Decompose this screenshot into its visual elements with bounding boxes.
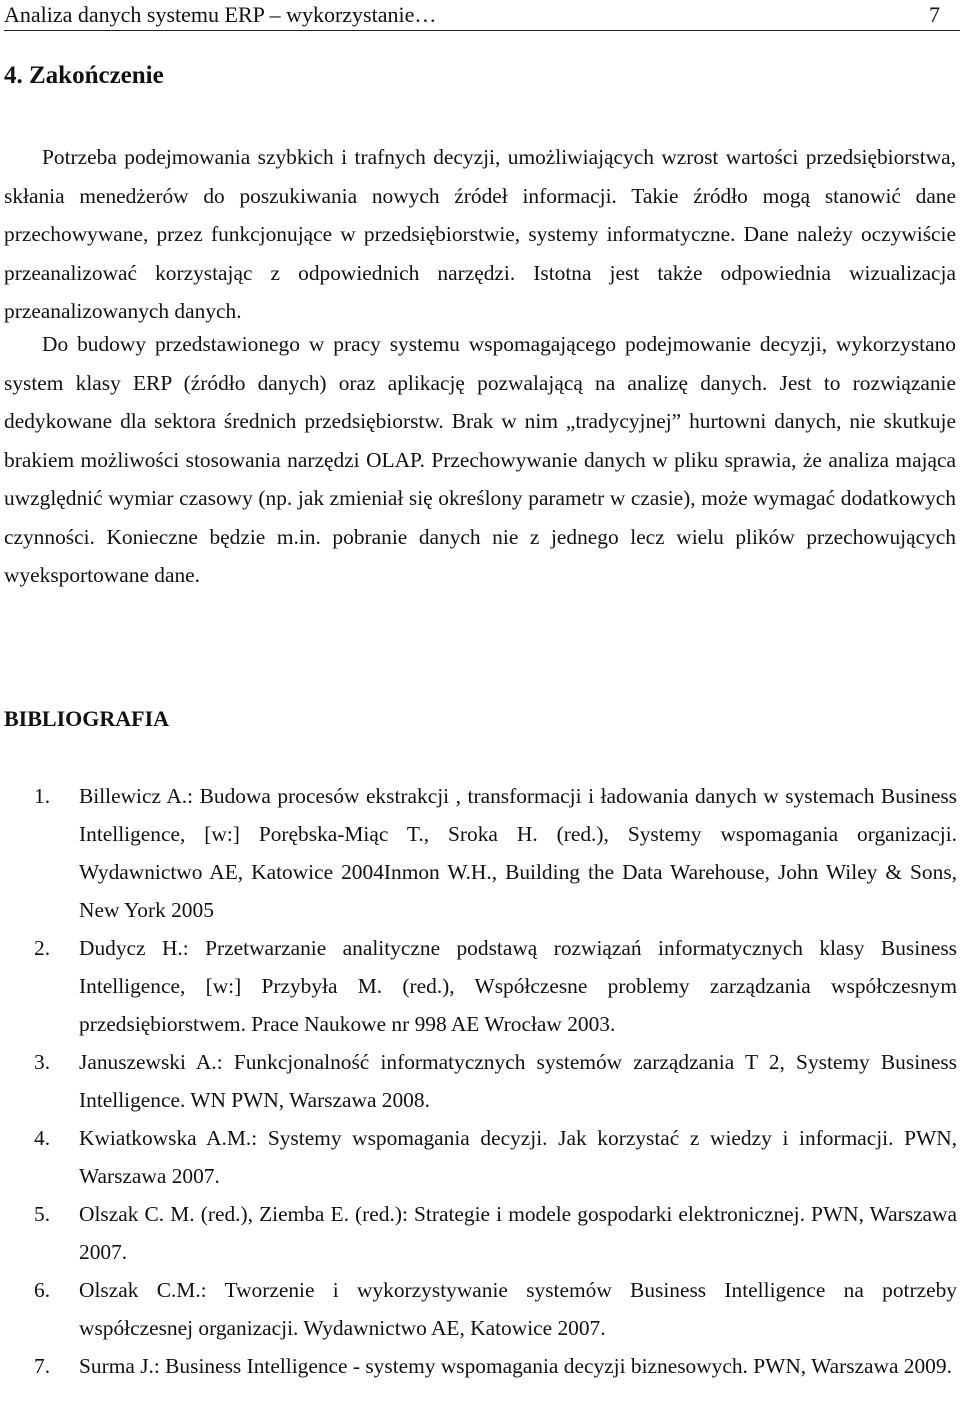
bibliography-item-text: Olszak C. M. (red.), Ziemba E. (red.): Strategie i modele gospodarki elektronicznej. PWN, Warszawa 2007.: [79, 1202, 957, 1264]
bibliography-item-number: 3.: [34, 1050, 51, 1074]
body-paragraph-1: Potrzeba podejmowania szybkich i trafnych decyzji, umożliwiających wzrost wartości przedsiębiorstwa, skłania menedżerów do poszukiwania nowych źródeł informacji. Takie źródło mogą stanowić dane przechowywane, przez funkcjonujące w przedsiębiorstwie, systemy informatyczne. Dane należy oczywiście przeanalizować korzystając z odpowiednich narzędzi. Istotna jest także odpowiednia wizualizacja przeanalizowanych danych.: [4, 145, 956, 323]
body-paragraph-2: Do budowy przedstawionego w pracy systemu wspomagającego podejmowanie decyzji, wykorzystano system klasy ERP (źródło danych) oraz aplikację pozwalającą na analizę danych. Jest to rozwiązanie dedykowane dla sektora średnich przedsiębiorstw. Brak w nim „tradycyjnej” hurtowni danych, nie skutkuje brakiem możliwości stosowania narzędzi OLAP. Przechowywanie danych w pliku sprawia, że analiza mająca uwzględnić wymiar czasowy (np. jak zmieniał się określony parametr w czasie), może wymagać dodatkowych czynności. Konieczne będzie m.in. pobranie danych nie z jednego lecz wielu plików przechowujących wyeksportowane dane.: [4, 332, 956, 587]
bibliography-item-text: Dudycz H.: Przetwarzanie analityczne podstawą rozwiązań informatycznych klasy Business Intelligence, [w:] Przybyła M. (red.), Współczesne problemy zarządzania współczesnym przedsiębiorstwem. Prace Naukowe nr 998 AE Wrocław 2003.: [79, 936, 957, 1036]
bibliography-item-6: [0, 1271, 960, 1347]
bibliography-item-3: [0, 1043, 960, 1119]
page-number: 7: [929, 2, 940, 27]
running-header: [4, 0, 960, 31]
bibliography-item-text: Billewicz A.: Budowa procesów ekstrakcji , transformacji i ładowania danych w systemach Business Intelligence, [w:] Porębska-Miąc T., Sroka H. (red.), Systemy wspomagania organizacji. Wydawnictwo AE, Katowice 2004Inmon W.H., Building the Data Warehouse, John Wiley & Sons, New York 2005: [79, 784, 957, 922]
bibliography-item-2: [0, 929, 960, 1043]
bibliography-item-7: [0, 1347, 960, 1385]
running-header-title: Analiza danych systemu ERP – wykorzystanie…: [4, 2, 437, 27]
bibliography-item-5: [0, 1195, 960, 1271]
bibliography-list: [0, 777, 960, 1385]
bibliography-item-number: 5.: [34, 1202, 51, 1226]
section-title: 4. Zakończenie: [4, 62, 164, 89]
bibliography-item-1: [0, 777, 960, 929]
bibliography-item-text: Kwiatkowska A.M.: Systemy wspomagania decyzji. Jak korzystać z wiedzy i informacji. PWN, Warszawa 2007.: [79, 1126, 957, 1188]
bibliography-item-text: Olszak C.M.: Tworzenie i wykorzystywanie systemów Business Intelligence na potrzeby współczesnej organizacji. Wydawnictwo AE, Katowice 2007.: [79, 1278, 957, 1340]
bibliography-item-number: 6.: [34, 1278, 51, 1302]
bibliography-item-number: 7.: [34, 1354, 51, 1378]
bibliography-item-number: 1.: [34, 784, 51, 808]
bibliography-item-number: 2.: [34, 936, 51, 960]
bibliography-title: BIBLIOGRAFIA: [4, 706, 170, 731]
bibliography-item-number: 4.: [34, 1126, 51, 1150]
bibliography-item-text: Januszewski A.: Funkcjonalność informatycznych systemów zarządzania T 2, Systemy Business Intelligence. WN PWN, Warszawa 2008.: [79, 1050, 957, 1112]
bibliography-item-4: [0, 1119, 960, 1195]
bibliography-item-text: Surma J.: Business Intelligence - systemy wspomagania decyzji biznesowych. PWN, Warszawa 2009.: [79, 1354, 952, 1378]
